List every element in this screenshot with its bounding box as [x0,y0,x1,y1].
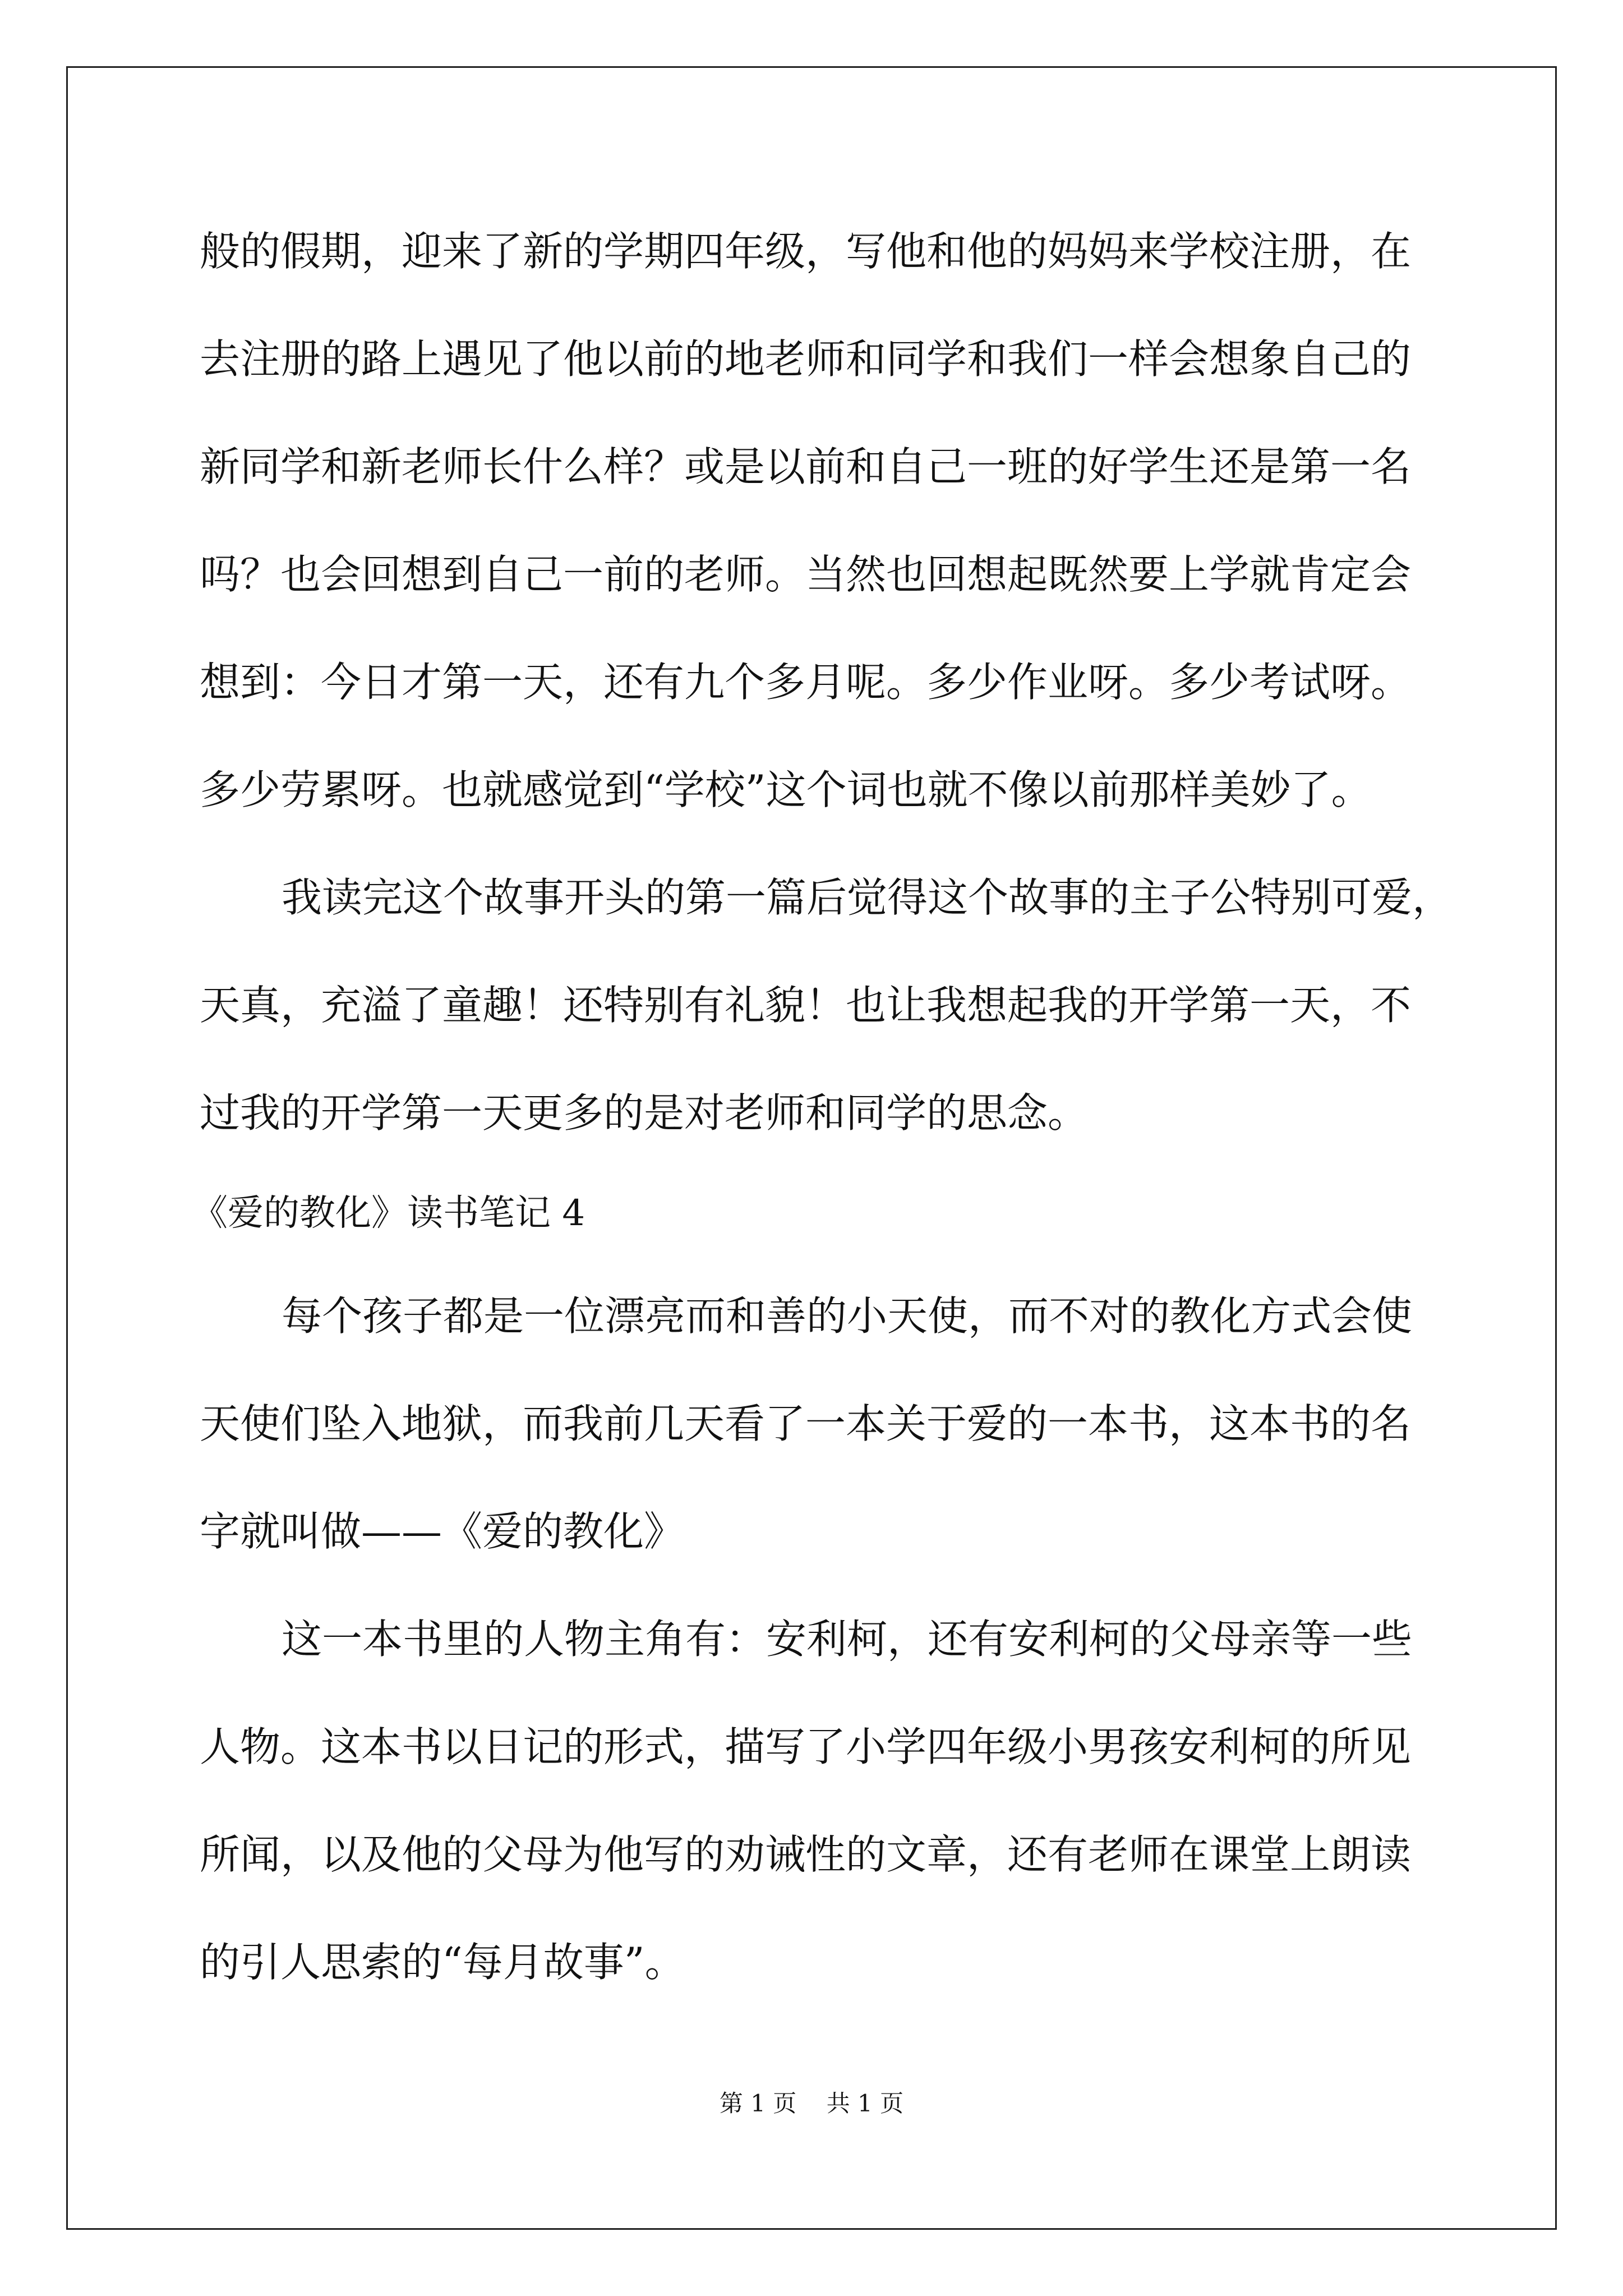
text-line: 般的假期，迎来了新的学期四年级，写他和他的妈妈来学校注册，在 [200,228,1412,275]
paragraph-start-line: 这一本书里的人物主角有：安利柯，还有安利柯的父母亲等一些 [282,1616,1413,1663]
text-line: 想到：今日才第一天，还有九个多月呢。多少作业呀。多少考试呀。 [200,659,1412,706]
text-line: 字就叫做——《爱的教化》 [200,1508,685,1555]
text-line: 过我的开学第一天更多的是对老师和同学的思念。 [200,1089,1089,1137]
text-line: 多少劳累呀。也就感觉到“学校”这个词也就不像以前那样美妙了。 [200,766,1372,813]
text-line: 天使们坠入地狱，而我前几天看了一本关于爱的一本书，这本书的名 [200,1400,1412,1447]
text-line: 新同学和新老师长什么样？或是以前和自己一班的好学生还是第一名 [200,443,1412,490]
section-heading: 《爱的教化》读书笔记 4 [192,1193,585,1234]
page-border [66,66,1557,2230]
text-line: 人物。这本书以日记的形式，描写了小学四年级小男孩安利柯的所见 [200,1723,1412,1770]
page-number-footer: 第 1 页 共 1 页 [719,2090,904,2117]
text-line: 去注册的路上遇见了他以前的地老师和同学和我们一样会想象自己的 [200,335,1412,383]
paragraph-start-line: 我读完这个故事开头的第一篇后觉得这个故事的主子公特别可爱， [282,874,1453,921]
paragraph-start-line: 每个孩子都是一位漂亮而和善的小天使，而不对的教化方式会使 [282,1292,1413,1340]
text-line: 天真，充溢了童趣！还特别有礼貌！也让我想起我的开学第一天，不 [200,982,1412,1029]
text-line: 的引人思索的“每月故事”。 [200,1939,685,1986]
text-line: 所闻，以及他的父母为他写的劝诫性的文章，还有老师在课堂上朗读 [200,1831,1412,1878]
text-line: 吗？也会回想到自己一前的老师。当然也回想起既然要上学就肯定会 [200,551,1412,598]
